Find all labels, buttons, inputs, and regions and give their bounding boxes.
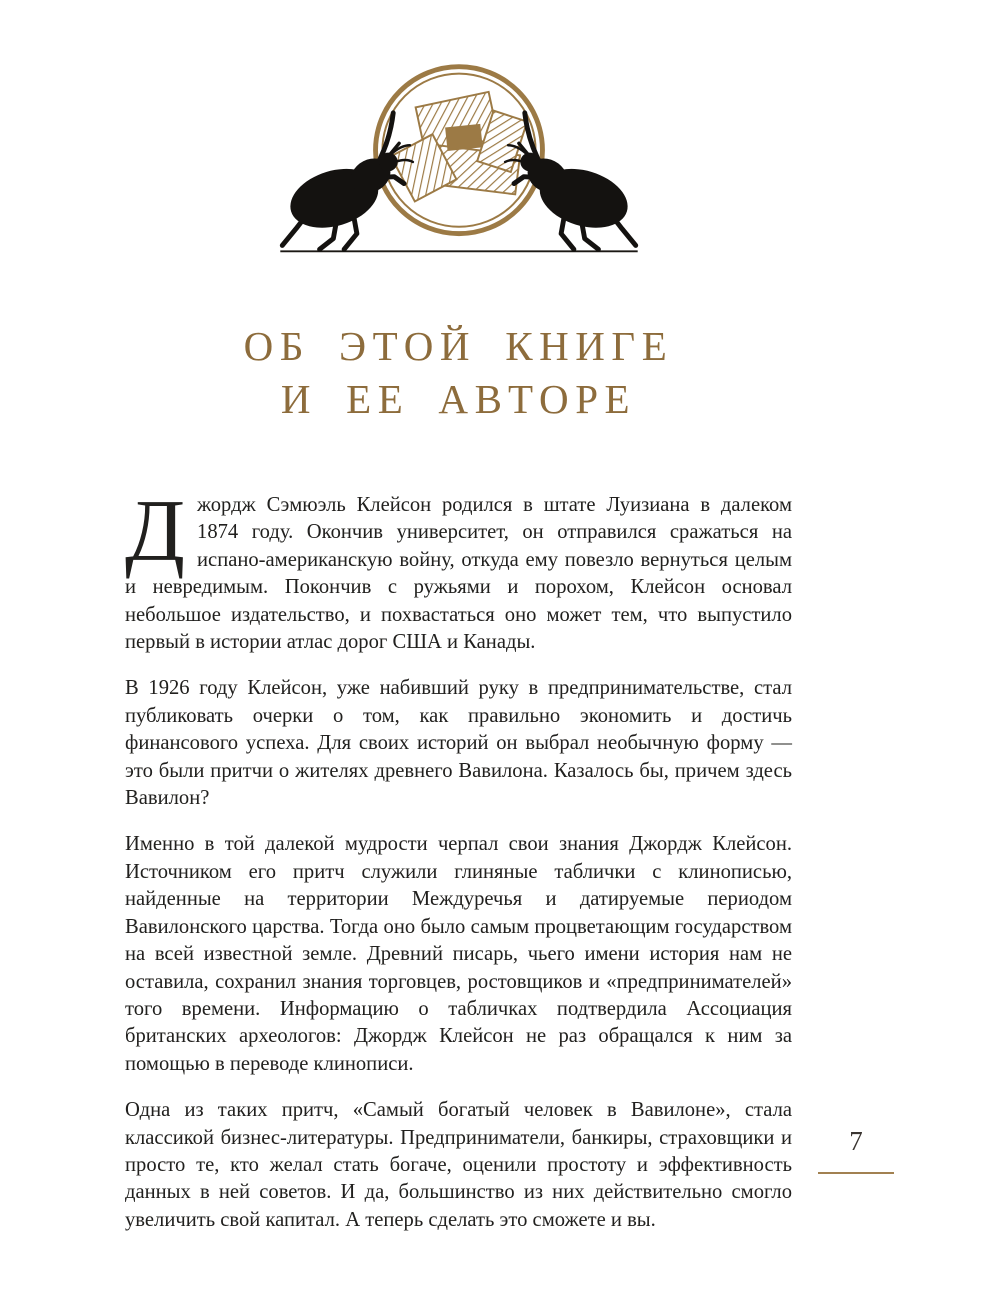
beetle-left-icon — [282, 113, 413, 249]
chapter-title-line2: И ЕЕ АВТОРЕ — [280, 376, 637, 423]
paragraph-3 — [125, 831, 792, 1078]
paragraph-2-text: В 1926 году Клейсон, уже набивший руку в предпринимательстве, стал публиковать очерки о том, как правильно экономить и достичь финансового успеха. Для своих историй он выбрал необычную форму — это были притчи о жителях древнего Вавилона. Казалось бы, причем здесь Вавилон? — [125, 677, 792, 810]
paragraph-3-text: Именно в той далекой мудрости черпал свои знания Джордж Клейсон. Источником его притч служили глиняные таблички с клинописью, найденные на территории Междуречья и датируемые периодом Вавилонского царства. Тогда оно было самым процветающим государством на всей известной земле. Древний писарь, чьего имени история нам не оставила, сохранил знания торговцев, ростовщиков и «предпринимателей» того времени. Информацию о табличках подтвердила Ассоциация британских археологов: Джордж Клейсон не раз обращался к ним за помощью в переводе клинописи. — [125, 833, 792, 1075]
paragraph-1 — [125, 483, 792, 656]
chapter-title-line1: ОБ ЭТОЙ КНИГЕ — [243, 323, 674, 369]
cuneiform-tablets-icon — [390, 92, 526, 202]
dropcap-letter: Д — [125, 483, 186, 580]
paragraph-1-text: жордж Сэмюэль Клейсон родился в штате Луизиана в далеком 1874 году. Окончив университет, он отправился сражаться на испано-американскую войну, откуда ему повезло вернуться целым и невредимым. Покончив с ружьями и порохом, Клейсон основал небольшое издательство, и похвастаться оно может тем, что выпустило первый в истории атлас дорог США и Канады. — [125, 494, 792, 654]
paragraph-2 — [125, 675, 792, 812]
chapter-title — [125, 320, 792, 427]
page-number-rule — [818, 1172, 894, 1174]
chapter-illustration — [125, 52, 792, 268]
page-number: 7 — [849, 1126, 863, 1156]
body-text — [125, 483, 792, 1234]
paragraph-4-text: Одна из таких притч, «Самый богатый человек в Вавилоне», стала классикой бизнес-литературы. Предприниматели, банкиры, страховщики и просто те, кто желал стать богаче, оценили простоту и эффективность данных в ней советов. И да, большинство из них действительно смогло увеличить свой капитал. А теперь сделать это сможете и вы. — [125, 1099, 792, 1231]
scarab-ball-illustration — [243, 52, 675, 268]
paragraph-4 — [125, 1097, 792, 1234]
beetle-right-icon — [505, 113, 636, 249]
